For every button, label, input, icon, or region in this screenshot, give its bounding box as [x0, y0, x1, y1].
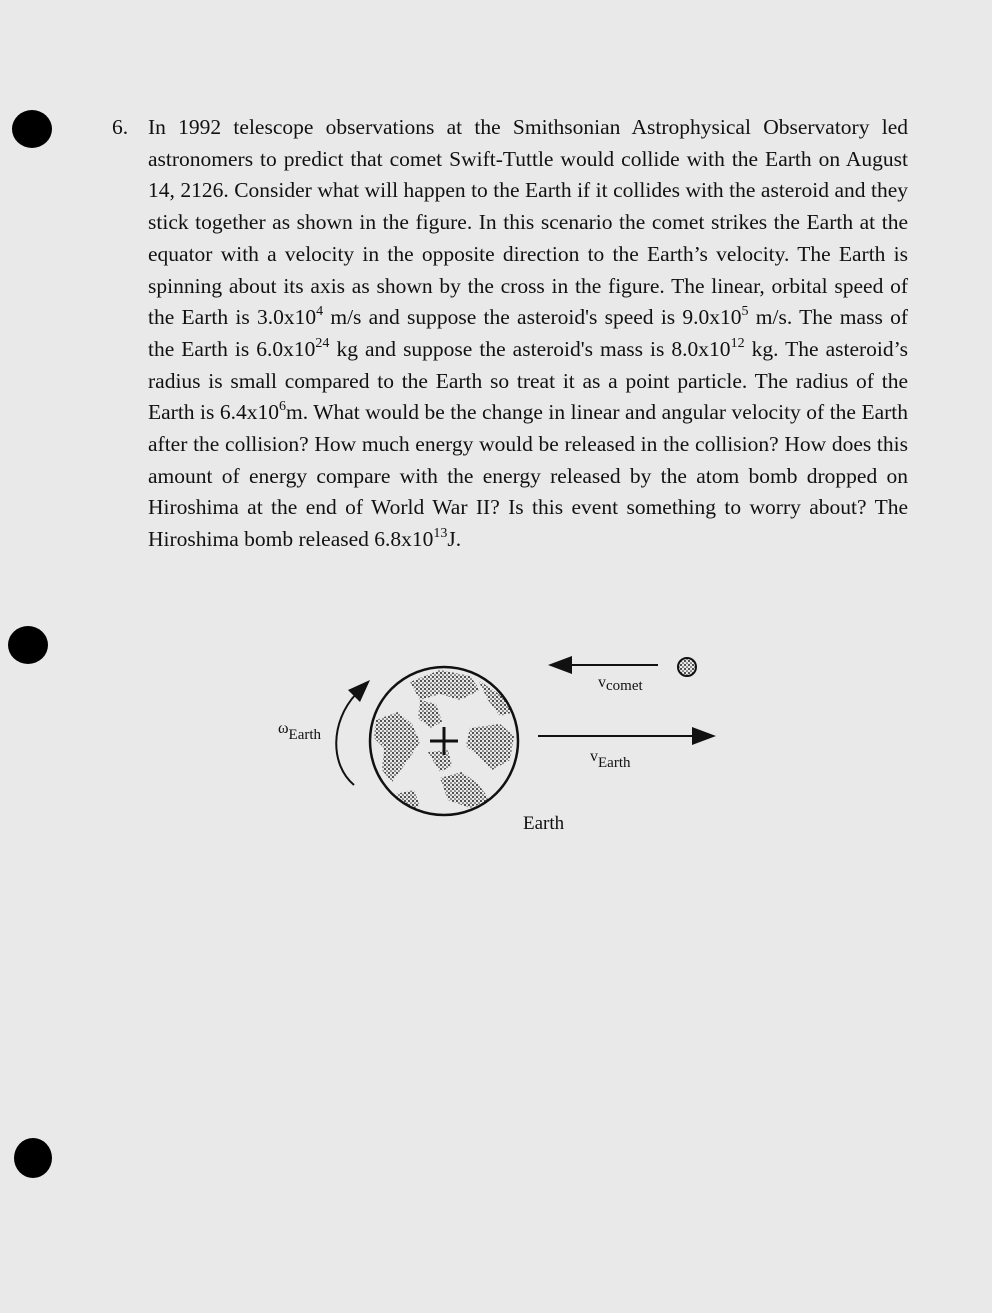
comet	[678, 658, 696, 676]
earth-velocity-arrow	[538, 727, 716, 745]
omega-symbol: ω	[278, 720, 289, 737]
v-comet-symbol: v	[598, 674, 606, 691]
rotation-arrow	[336, 680, 370, 785]
earth-caption: Earth	[523, 813, 565, 834]
v-comet-label	[598, 674, 643, 692]
omega-earth-label	[278, 720, 322, 743]
problem-number: 6.	[112, 115, 129, 139]
omega-subscript: Earth	[288, 727, 322, 743]
v-earth-label	[590, 748, 631, 771]
comet-velocity-arrow	[548, 656, 658, 674]
v-comet-subscript: comet	[606, 678, 643, 694]
v-earth-subscript: Earth	[598, 755, 631, 771]
problem-statement: In 1992 telescope observations at the Smithsonian Astrophysical Observatory led astronomers to predict that comet Swift-Tuttle would collide with the Earth on August 14, 2126. Consider what will happen to the Earth if it collides with the asteroid and they stick together as shown in the figure. In this scenario the comet strikes the Earth at the equator with a velocity in the opposite direction to the Earth’s velocity. The Earth is spinning about its axis as shown by the cross in the figure. The linear, orbital speed of the Earth is $3.0x10^4$ m/s and suppose the asteroid's speed is $9.0x10^5$ m/s. The mass of the Earth is $6.0x10^{24}$ kg and suppose the asteroid's mass is $8.0x10^{12}$ kg. The asteroid’s radius is small compared to the Earth so treat it as a point particle. The radius of the Earth is $6.4x10^6m$. What would be the change in linear and angular velocity of the Earth after the collision? How much energy would be released in the collision? How does this amount of energy compare with the energy released by the atom bomb dropped on Hiroshima at the end of World War II? Is this event something to worry about? The Hiroshima bomb released $6.8x10^{13}J$.	[148, 115, 909, 552]
v-earth-symbol: v	[590, 748, 598, 765]
